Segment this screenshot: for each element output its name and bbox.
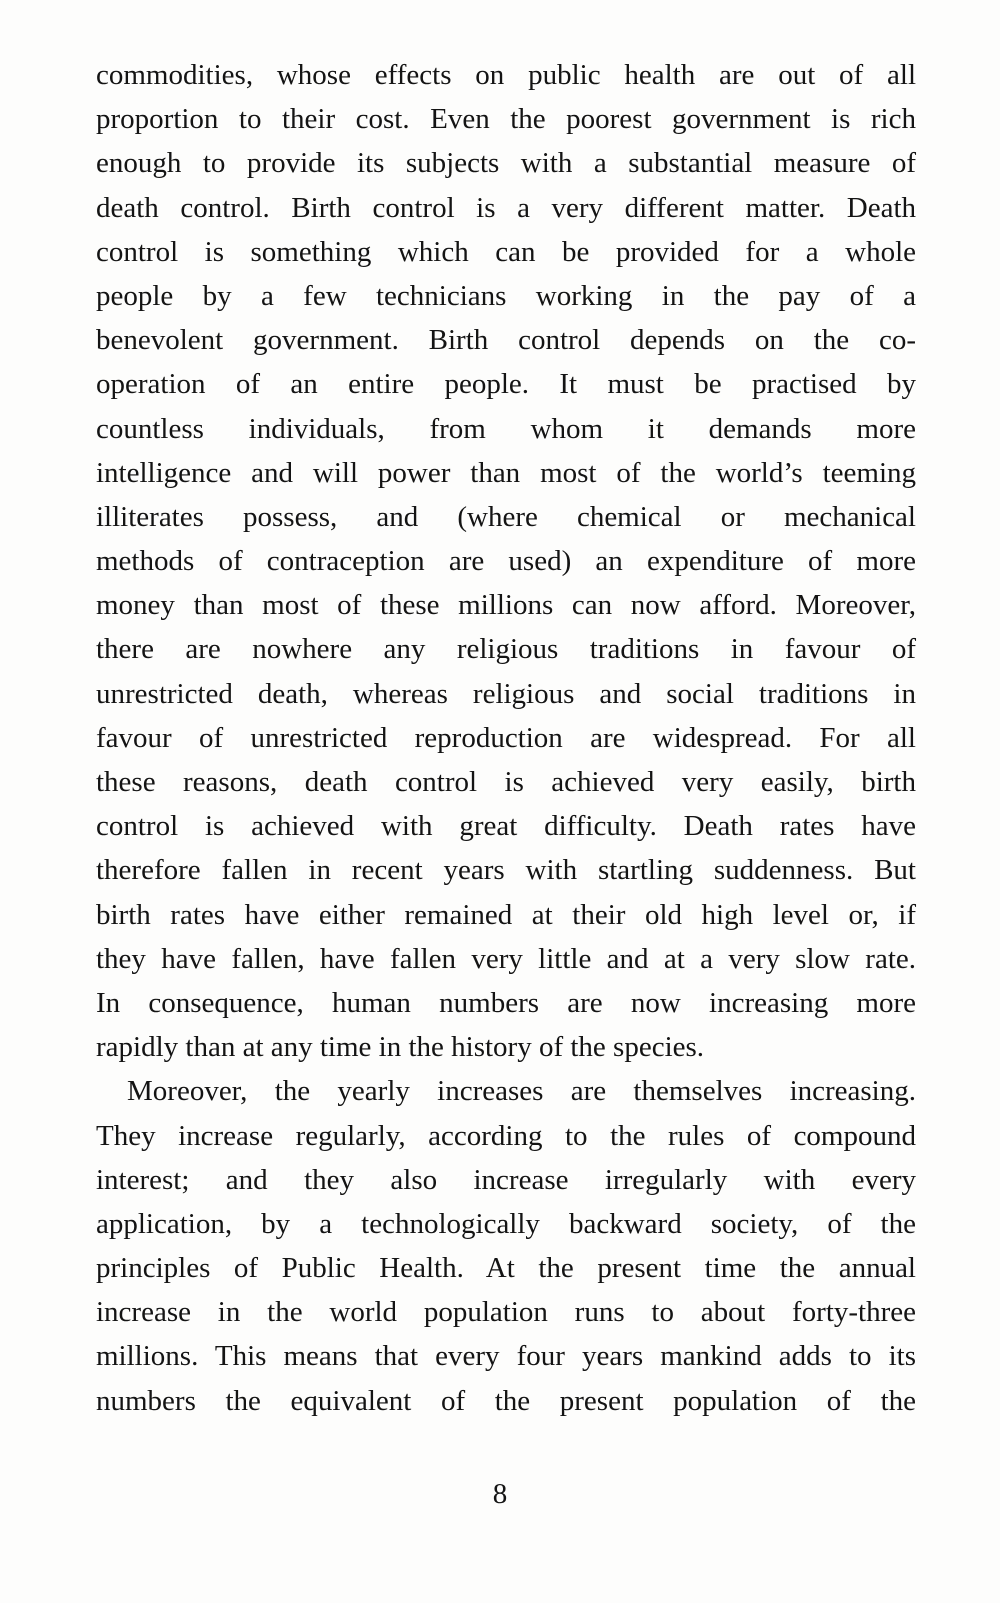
text-line: Moreover, the yearly increases are themselves increasing. — [127, 1075, 916, 1108]
text-line: death control. Birth control is a very different matter. Death — [96, 191, 916, 224]
text-line: proportion to their cost. Even the poorest government is rich — [96, 103, 916, 136]
text-line: intelligence and will power than most of the world’s teeming — [96, 456, 916, 489]
text-line: commodities, whose effects on public health are out of all — [96, 59, 916, 91]
paragraph-1 — [96, 53, 916, 1069]
text-line: application, by a technologically backward society, of the — [96, 1207, 916, 1240]
text-line: millions. This means that every four years mankind adds to its — [96, 1340, 916, 1373]
text-line: numbers the equivalent of the present population of the — [96, 1384, 916, 1417]
text-line: rapidly than at any time in the history of the species. — [96, 1031, 705, 1064]
text-line: countless individuals, from whom it demands more — [96, 412, 916, 445]
text-line: benevolent government. Birth control depends on the co- — [96, 324, 916, 357]
text-line: illiterates possess, and (where chemical or mechanical — [96, 500, 916, 533]
text-line: operation of an entire people. It must be practised by — [96, 368, 916, 401]
text-line: control is something which can be provided for a whole — [96, 235, 916, 268]
text-line: increase in the world population runs to about forty-three — [96, 1296, 916, 1329]
text-line: money than most of these millions can now afford. Moreover, — [96, 589, 916, 622]
text-line: principles of Public Health. At the present time the annual — [96, 1252, 916, 1285]
text-line: interest; and they also increase irregularly with every — [96, 1163, 916, 1196]
text-line: control is achieved with great difficulty. Death rates have — [96, 810, 916, 843]
paragraph-2 — [96, 1069, 916, 1423]
text-line: these reasons, death control is achieved very easily, birth — [96, 766, 916, 798]
text-line: birth rates have either remained at their old high level or, if — [96, 898, 916, 931]
text-line: They increase regularly, according to the rules of compound — [96, 1119, 916, 1152]
text-line: enough to provide its subjects with a substantial measure of — [96, 147, 916, 180]
text-line: therefore fallen in recent years with startling suddenness. But — [96, 854, 916, 887]
text-line: In consequence, human numbers are now increasing more — [96, 986, 916, 1019]
body-text — [96, 53, 916, 1423]
text-line: favour of unrestricted reproduction are widespread. For all — [96, 721, 916, 754]
text-line: unrestricted death, whereas religious and social traditions in — [96, 677, 916, 710]
text-line: they have fallen, have fallen very little and at a very slow rate. — [96, 942, 916, 975]
text-line: methods of contraception are used) an expenditure of more — [96, 545, 916, 578]
text-line: there are nowhere any religious traditions in favour of — [96, 633, 916, 666]
page-number: 8 — [492, 1478, 508, 1510]
text-line: people by a few technicians working in the pay of a — [96, 279, 916, 312]
